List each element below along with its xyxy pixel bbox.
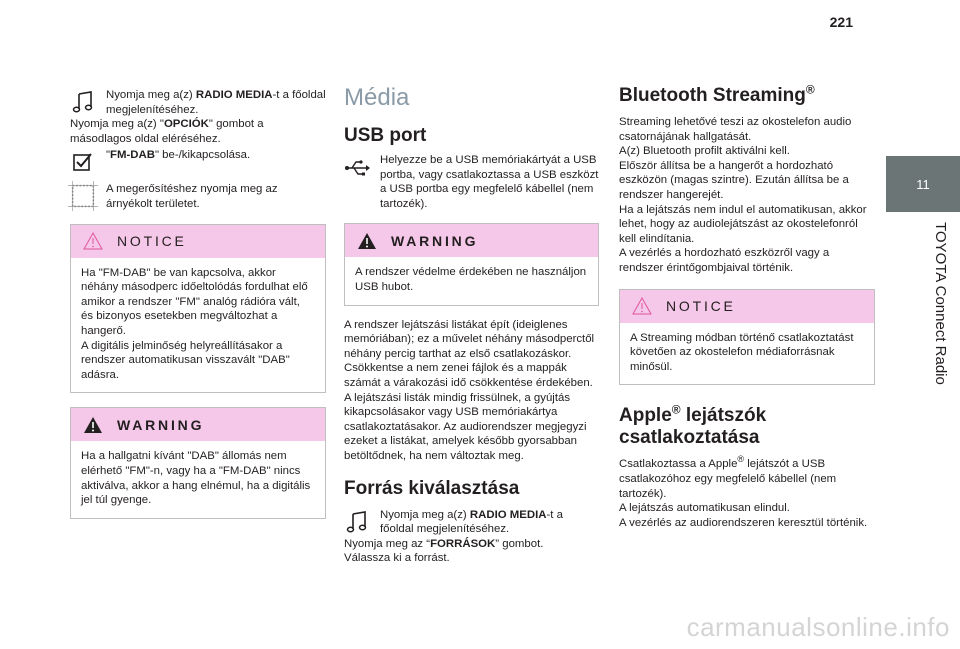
text: Nyomja meg a(z) " — [70, 118, 164, 131]
bluetooth-heading — [619, 82, 875, 107]
text: A rendszer védelme érdekében ne használjon USB hubot. — [355, 266, 587, 293]
shaded-area-icon — [68, 181, 98, 211]
usb-body — [344, 318, 599, 464]
warning-title: WARNING — [117, 416, 205, 433]
text: Először állítsa be a hangerőt a hordozható eszközön (magas szintre). Ezután állítsa be a rendszer hangerejét. — [619, 159, 849, 201]
music-note-icon — [70, 89, 96, 115]
text: lejátszót a USB csatlakozóhoz egy megfelelő kábellel (nem tartozék). — [619, 458, 837, 500]
usb-warning-header — [345, 224, 598, 257]
text: Helyezze be a USB memóriakártyát a USB portba, vagy csatlakoztassa a USB eszközt a USB portba egy megfelelő kábellel (nem tartozék). — [380, 154, 599, 210]
text: Nyomja meg a(z) — [380, 508, 470, 521]
usb-port-heading: USB port — [344, 125, 427, 146]
notice-title: NOTICE — [117, 233, 187, 250]
bluetooth-notice-header — [620, 290, 874, 323]
watermark: carmanualsonline.info — [686, 612, 950, 642]
chapter-title — [886, 212, 960, 532]
text: Nyomja meg a(z) — [106, 89, 196, 101]
apple-heading — [619, 402, 875, 449]
registered-mark: ® — [737, 454, 745, 465]
text-bold: RADIO MEDIA — [195, 89, 273, 101]
text: A(z) Bluetooth profilt aktiválni kell. — [619, 145, 790, 158]
warning-triangle-icon — [83, 416, 103, 434]
heading-text: Bluetooth Streaming — [619, 85, 806, 106]
registered-mark: ® — [671, 402, 681, 417]
section-heading-media: Média — [344, 84, 410, 111]
text-bold: RADIO MEDIA — [469, 508, 547, 521]
text: A megerősítéshez nyomja meg az árnyékolt területet. — [106, 183, 278, 210]
source-steps — [344, 537, 599, 566]
page-number: 221 — [829, 14, 853, 30]
text: Ha "FM-DAB" be van kapcsolva, akkor néhány másodperc időeltolódás fordulhat elő amikor a rendszer "FM" analóg rádióra vált, és bizonyos esetekben megváltozhat a hangerő. — [81, 266, 308, 337]
bluetooth-notice-title: NOTICE — [666, 298, 736, 315]
text: A lejátszási listák mindig frissülnek, a gyújtás kikapcsolásakor vagy USB memóriakártya csatlakoztatásakor. Az audiorendszer megjegyzi ezeket a listákat, amelyek később gyorsabban betöltődnek, ha nem változtak meg. — [344, 391, 587, 462]
text: A Streaming módban történő csatlakoztatást követően az okostelefon médiaforrásnak minősül. — [630, 331, 854, 373]
usb-warning-title: WARNING — [391, 232, 479, 249]
text: Csökkentse a nem zenei fájlok és a mappák számát a várakozási idő csökkentése érdekében. — [344, 362, 593, 389]
text: " — [106, 149, 111, 162]
text-bold: OPCIÓK — [163, 118, 209, 131]
column-3 — [619, 82, 875, 530]
bluetooth-notice-box — [619, 289, 875, 386]
text: A lejátszás automatikusan elindul. — [619, 502, 790, 515]
warning-triangle-icon — [357, 232, 377, 250]
step-fm-dab — [70, 148, 326, 176]
registered-mark: ® — [805, 82, 815, 97]
usb-icon — [344, 155, 370, 181]
warning-header — [71, 408, 325, 441]
text: A rendszer lejátszási listákat épít (ideiglenes memóriában); ez a művelet néhány másodperctől néhány percig tarthat az első csatlakozáskor. — [344, 318, 595, 360]
heading-text: Apple — [619, 405, 672, 427]
bluetooth-notice-body — [620, 323, 874, 385]
usb-intro — [344, 153, 599, 211]
text: Nyomja meg az “ — [344, 537, 431, 550]
usb-warning-box — [344, 223, 599, 305]
notice-triangle-icon — [83, 232, 103, 250]
column-2 — [344, 84, 599, 566]
text: A vezérlés a hordozható eszközről vagy a rendszer érintőgombjaival történik. — [619, 247, 830, 274]
text: " gombot a másodlagos oldal eléréséhez. — [70, 118, 264, 145]
text: Ha a hallgatni kívánt "DAB" állomás nem elérhető "FM"-n, vagy ha a "FM-DAB" nincs aktiválva, akkor a hang elnémul, ha a digitális jel túl gyenge. — [81, 450, 311, 507]
apple-body — [619, 454, 875, 530]
column-1 — [70, 88, 326, 519]
warning-box — [70, 407, 326, 518]
text: " be-/kikapcsolása. — [154, 149, 251, 162]
notice-body — [71, 258, 325, 393]
step-confirm — [70, 182, 326, 211]
text-bold: FM-DAB — [110, 149, 155, 162]
text-bold: FORRÁSOK — [430, 537, 496, 550]
heading-text: lejátszók — [680, 405, 767, 427]
text: Ha a lejátszás nem indul el automatikusan, akkor lehet, hogy az audiolejátszást az okostelefonról kell elindítania. — [619, 203, 867, 245]
notice-box — [70, 224, 326, 394]
usb-warning-body — [345, 257, 598, 304]
text: ” gombot. — [495, 537, 544, 550]
text: A vezérlés az audiorendszeren keresztül történik. — [619, 516, 868, 529]
checkbox-checked-icon — [70, 149, 96, 175]
heading-text: csatlakoztatása — [619, 427, 760, 449]
bluetooth-body — [619, 115, 875, 276]
step-radio-media — [70, 88, 326, 117]
step-options — [70, 117, 326, 146]
warning-body — [71, 441, 325, 517]
text: Streaming lehetővé teszi az okostelefon audio csatornájának hallgatását. — [619, 116, 852, 143]
text: A digitális jelminőség helyreállításakor a rendszer automatikusan visszavált "DAB" adásra. — [81, 339, 290, 381]
notice-header — [71, 225, 325, 258]
text: -t a főoldal megjelenítéséhez. — [380, 508, 563, 536]
chapter-title-text: TOYOTA Connect Radio — [932, 222, 949, 385]
notice-triangle-icon — [632, 297, 652, 315]
text: Csatlakoztassa a Apple — [619, 458, 738, 471]
chapter-tab — [886, 156, 960, 212]
text: -t a főoldal megjelenítéséhez. — [106, 89, 326, 116]
source-step-radio-media — [344, 508, 599, 537]
music-note-icon — [344, 509, 370, 535]
chapter-number: 11 — [916, 176, 930, 192]
source-heading: Forrás kiválasztása — [344, 477, 520, 499]
text: Válassza ki a forrást. — [344, 552, 450, 565]
